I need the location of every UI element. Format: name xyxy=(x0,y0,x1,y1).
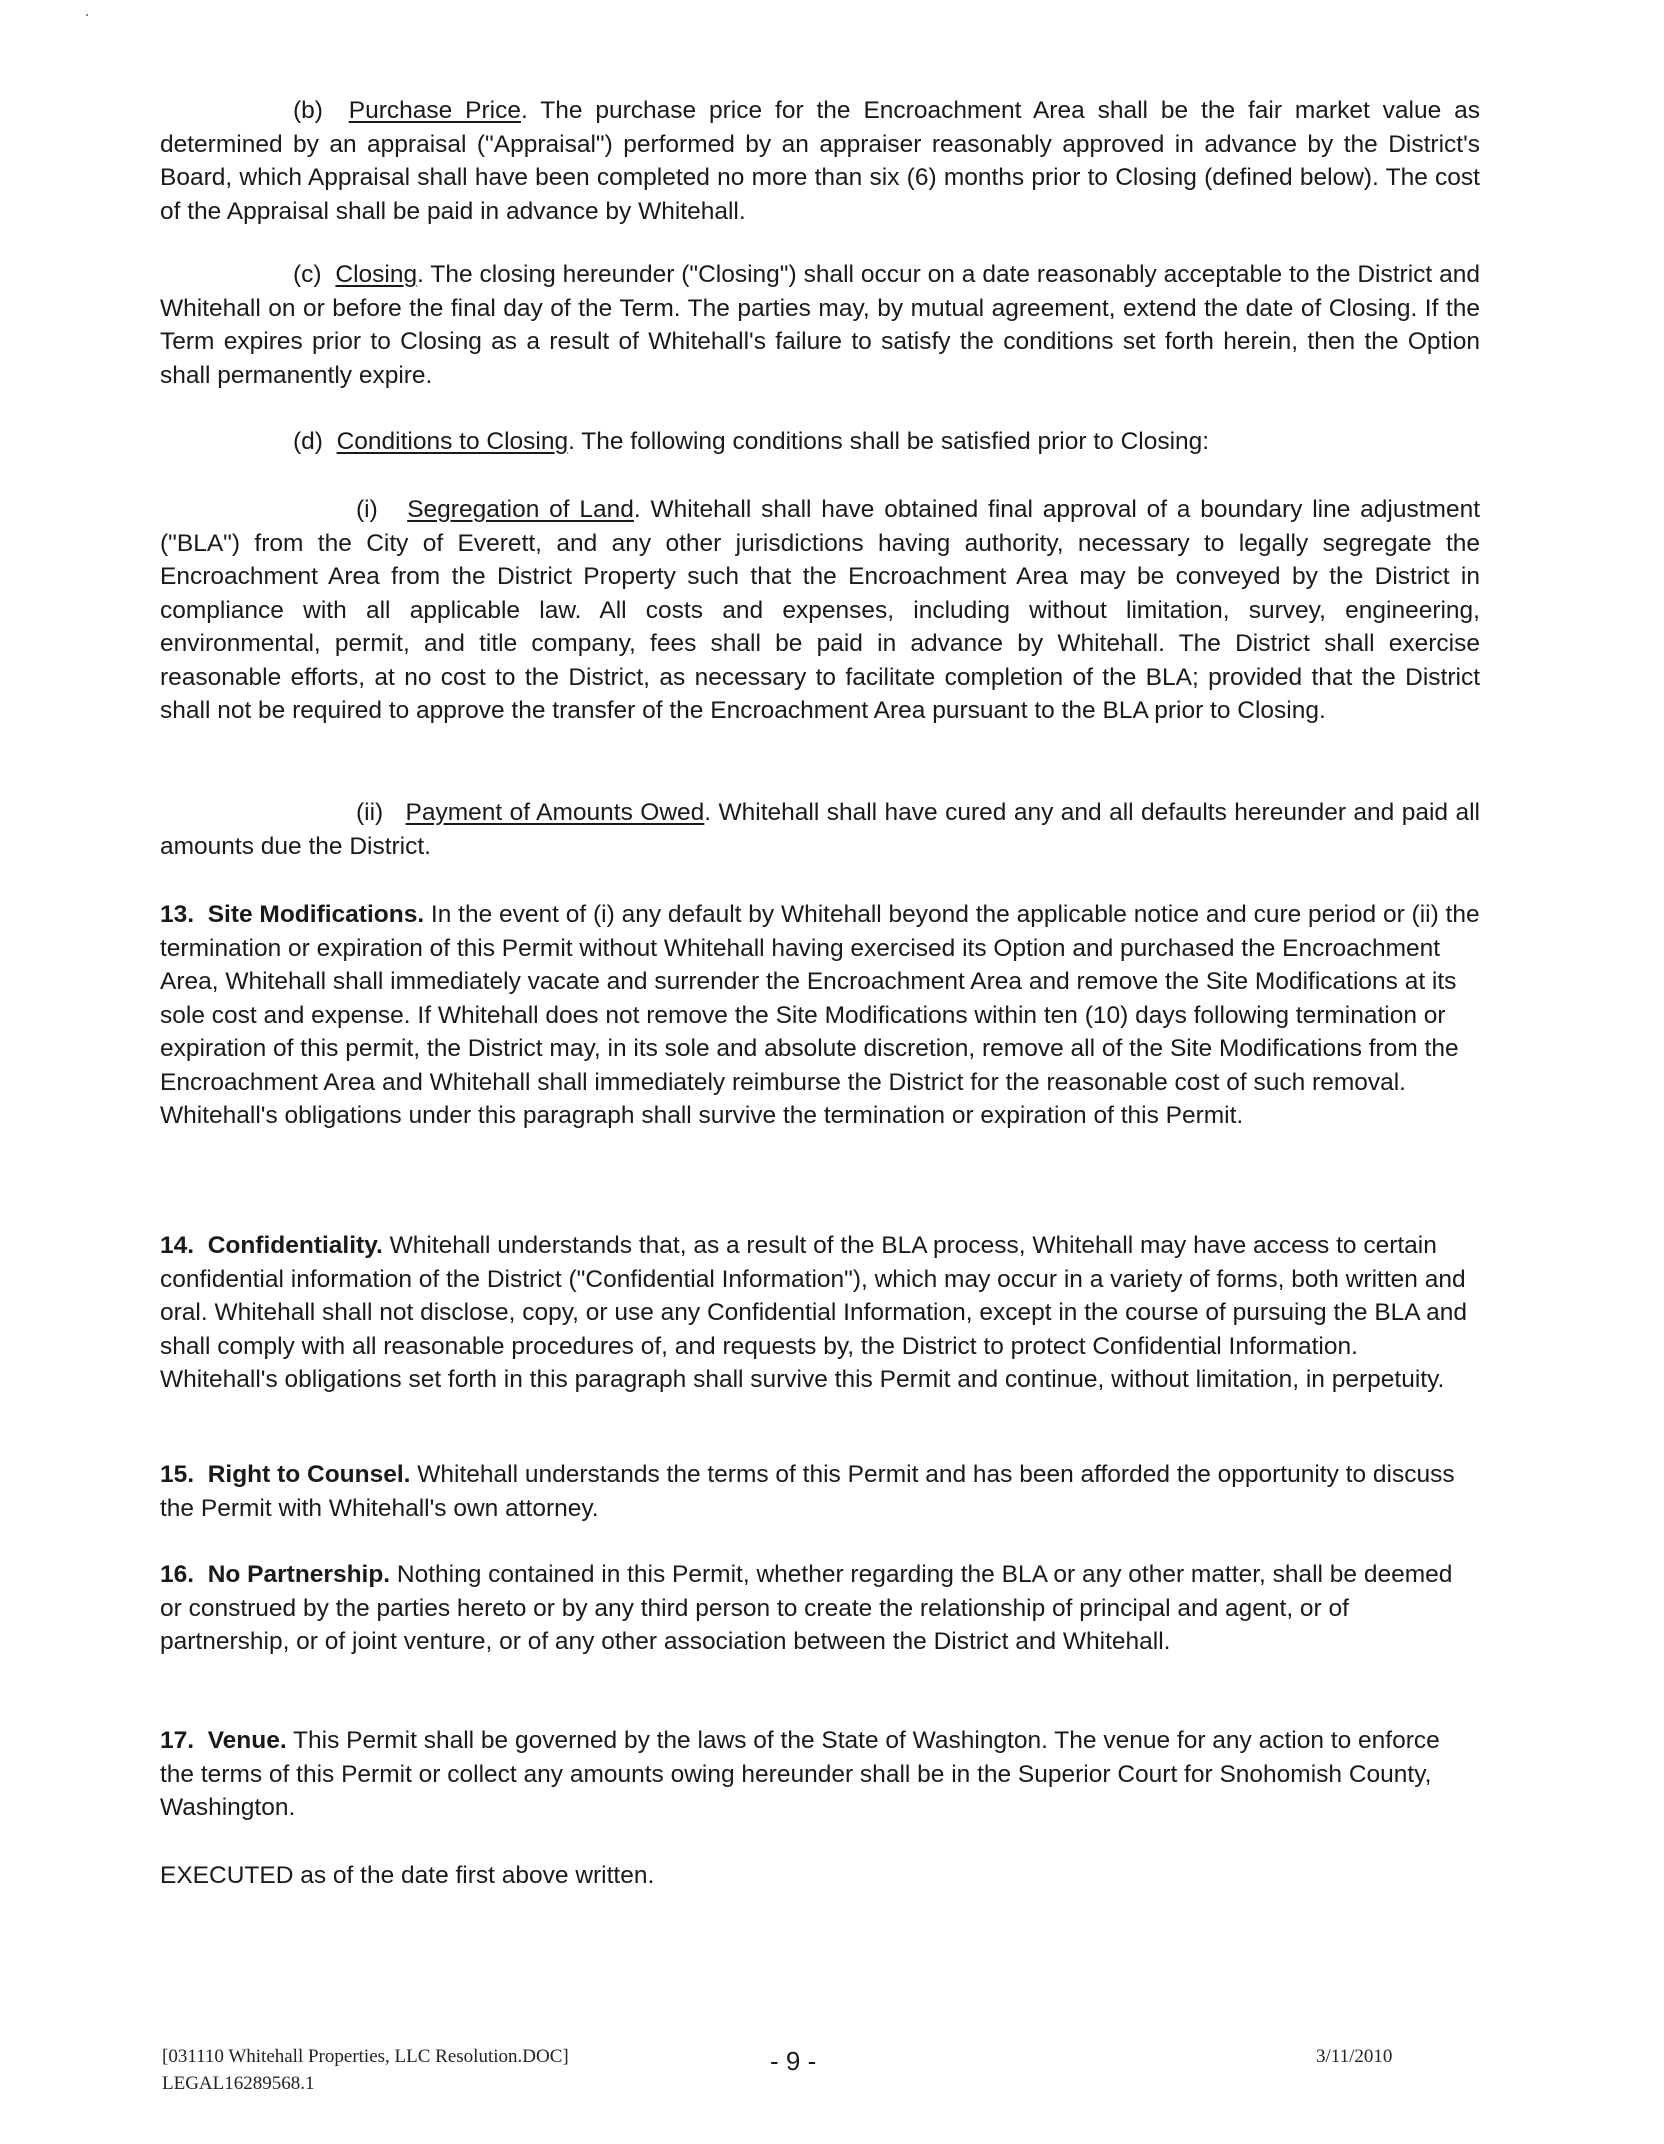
section-15 xyxy=(160,1458,1480,1525)
paragraph-d-number: (d) xyxy=(293,428,323,455)
section-15-heading: Right to Counsel. xyxy=(207,1461,411,1488)
paragraph-d xyxy=(160,425,1480,459)
paragraph-i-number: (i) xyxy=(356,496,378,523)
section-16-text: Nothing contained in this Permit, whether regarding the BLA or any other matter, shall be deemed or construed by the parties hereto or by any third person to create the relationship of principal and agent, or of partnership, or of joint venture, or of any other association between the District and Whitehall. xyxy=(160,1561,1453,1655)
section-15-text: Whitehall understands the terms of this Permit and has been afforded the opportunity to discuss the Permit with Whitehall's own attorney. xyxy=(160,1461,1455,1522)
paragraph-i-text: . Whitehall shall have obtained final approval of a boundary line adjustment ("BLA") from the City of Everett, and any other jurisdictions having authority, necessary to legally segregate the Encroachment Area from the District Property such that the Encroachment Area may be conveyed by the District in compliance with all applicable law. All costs and expenses, including without limitation, survey, engineering, environmental, permit, and title company, fees shall be paid in advance by Whitehall. The District shall exercise reasonable efforts, at no cost to the District, as necessary to facilitate completion of the BLA; provided that the District shall not be required to approve the transfer of the Encroachment Area pursuant to the BLA prior to Closing. xyxy=(160,496,1481,724)
paragraph-c-heading: Closing xyxy=(335,261,418,288)
section-17-heading: Venue. xyxy=(207,1727,287,1754)
paragraph-ii-text: . Whitehall shall have cured any and all defaults hereunder and paid all amounts due the District. xyxy=(160,799,1480,860)
paragraph-d-heading: Conditions to Closing xyxy=(336,428,569,455)
paragraph-ii-number: (ii) xyxy=(356,799,384,826)
scan-speck xyxy=(86,14,88,16)
paragraph-c-text: . The closing hereunder ("Closing") shall occur on a date reasonably acceptable to the District and Whitehall on or before the final day of the Term. The parties may, by mutual agreement, extend the date of Closing. If the Term expires prior to Closing as a result of Whitehall's failure to satisfy the conditions set forth herein, then the Option shall permanently expire. xyxy=(160,261,1480,389)
section-13-text: In the event of (i) any default by Whitehall beyond the applicable notice and cure period or (ii) the termination or expiration of this Permit without Whitehall having exercised its Option and purchased the Encroachment Area, Whitehall shall immediately vacate and surrender the Encroachment Area and remove the Site Modifications at its sole cost and expense. If Whitehall does not remove the Site Modifications within ten (10) days following termination or expiration of this permit, the District may, in its sole and absolute discretion, remove all of the Site Modifications from the Encroachment Area and Whitehall shall immediately reimburse the District for the reasonable cost of such removal. Whitehall's obligations under this paragraph shall survive the termination or expiration of this Permit. xyxy=(160,901,1480,1129)
section-17-number: 17. xyxy=(160,1727,195,1754)
section-13-number: 13. xyxy=(160,901,195,928)
page-number: - 9 - xyxy=(770,2046,817,2076)
paragraph-b-heading: Purchase Price xyxy=(348,97,521,124)
section-16-number: 16. xyxy=(160,1561,195,1588)
paragraph-c xyxy=(160,258,1480,392)
section-17-text: This Permit shall be governed by the laws of the State of Washington. The venue for any action to enforce the terms of this Permit or collect any amounts owing hereunder shall be in the Superior Court for Snohomish County, Washington. xyxy=(160,1727,1440,1821)
section-16-heading: No Partnership. xyxy=(207,1561,391,1588)
section-14-heading: Confidentiality. xyxy=(207,1232,383,1259)
paragraph-b xyxy=(160,94,1480,228)
section-14-text: Whitehall understands that, as a result of the BLA process, Whitehall may have access to certain confidential information of the District ("Confidential Information"), which may occur in a variety of forms, both written and oral. Whitehall shall not disclose, copy, or use any Confidential Information, except in the course of pursuing the BLA and shall comply with all reasonable procedures of, and requests by, the District to protect Confidential Information. Whitehall's obligations set forth in this paragraph shall survive this Permit and continue, without limitation, in perpetuity. xyxy=(160,1232,1467,1393)
section-16 xyxy=(160,1558,1480,1659)
paragraph-d-text: . The following conditions shall be satisfied prior to Closing: xyxy=(568,428,1210,455)
executed-line: EXECUTED as of the date first above written. xyxy=(160,1862,655,1889)
section-13 xyxy=(160,898,1480,1133)
paragraph-ii-heading: Payment of Amounts Owed xyxy=(405,799,705,826)
section-15-number: 15. xyxy=(160,1461,195,1488)
paragraph-b-number: (b) xyxy=(293,97,323,124)
footer-date: 3/11/2010 xyxy=(1316,2046,1393,2067)
paragraph-i-heading: Segregation of Land xyxy=(407,496,634,523)
paragraph-b-text: . The purchase price for the Encroachment Area shall be the fair market value as determined by an appraisal ("Appraisal") performed by an appraiser reasonably approved in advance by the District's Board, which Appraisal shall have been completed no more than six (6) months prior to Closing (defined below). The cost of the Appraisal shall be paid in advance by Whitehall. xyxy=(160,97,1480,225)
footer-doc-name: [031110 Whitehall Properties, LLC Resolution.DOC] xyxy=(162,2046,569,2067)
section-14-number: 14. xyxy=(160,1232,195,1259)
paragraph-c-number: (c) xyxy=(293,261,322,288)
paragraph-i xyxy=(160,493,1480,728)
paragraph-ii xyxy=(160,796,1480,863)
footer-legal-id: LEGAL16289568.1 xyxy=(162,2073,315,2094)
section-14 xyxy=(160,1229,1480,1397)
section-17 xyxy=(160,1724,1480,1825)
section-13-heading: Site Modifications. xyxy=(207,901,425,928)
